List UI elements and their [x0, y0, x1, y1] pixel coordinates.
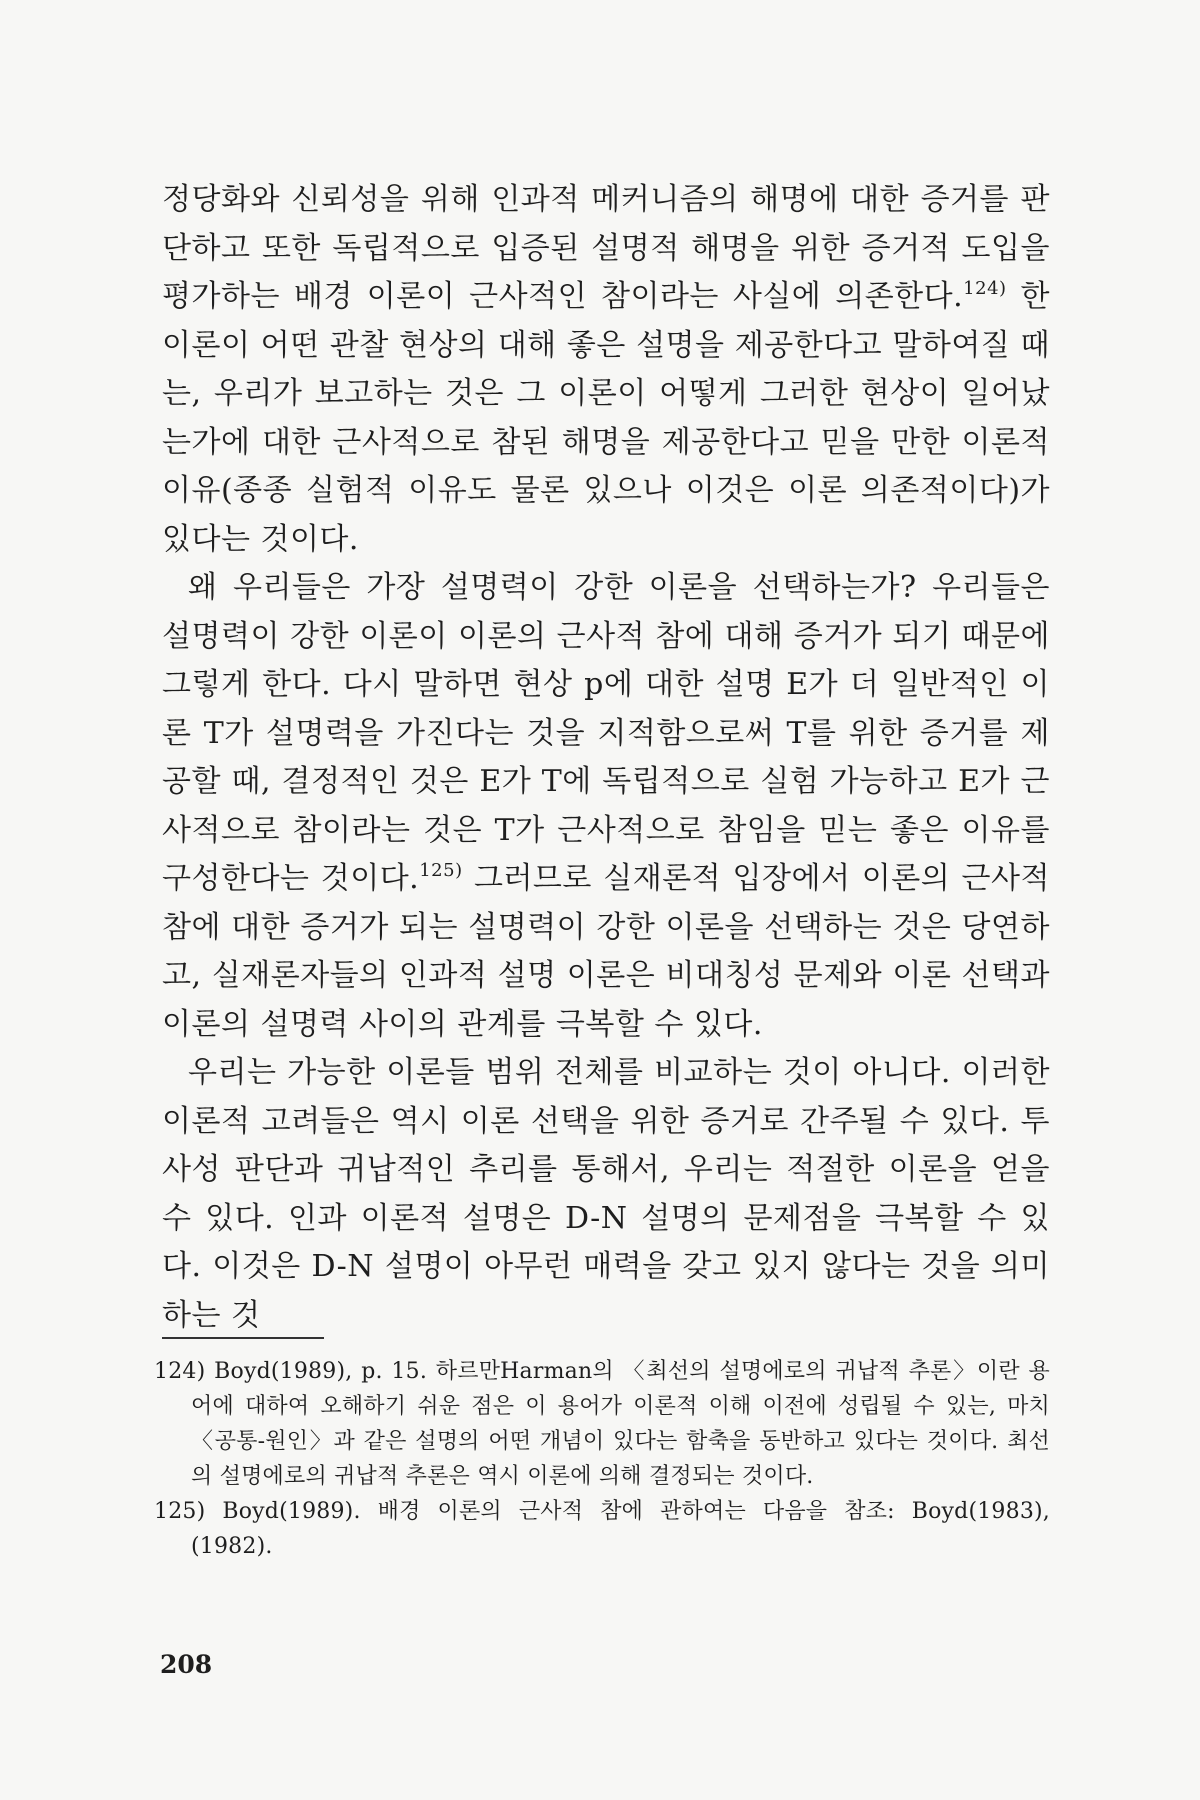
paragraph-3: 우리는 가능한 이론들 범위 전체를 비교하는 것이 아니다. 이러한 이론적 고려들은 역시 이론 선택을 위한 증거로 간주될 수 있다. 투사성 판단과 귀납적인 추리를 통해서, 우리는 적절한 이론을 얻을 수 있다. 인과 이론적 설명은 D-N 설명의 문제점을 극복할 수 있다. 이것은 D-N 설명이 아무런 매력을 갖고 있지 않다는 것을 의미하는 것: [162, 1055, 1050, 1333]
footnote-124: 124) Boyd(1989), p. 15. 하르만Harman의 〈최선의 설명에로의 귀납적 추론〉이란 용어에 대하여 오해하기 쉬운 점은 이 용어가 이론적 이해 이전에 성립될 수 있는, 마치 〈공통-원인〉과 같은 설명의 어떤 개념이 있다는 함축을 동반하고 있다는 것이다. 최선의 설명에로의 귀납적 추론은 역시 이론에 의해 결정되는 것이다.: [154, 1359, 1050, 1489]
paragraph-2-text: 왜 우리들은 가장 설명력이 강한 이론을 선택하는가? 우리들은 설명력이 강한 이론이 이론의 근사적 참에 대해 증거가 되기 때문에 그렇게 한다. 다시 말하면 현상 p에 대한 설명 E가 더 일반적인 이론 T가 설명력을 가진다는 것을 지적함으로써 T를 위한 증거를 제공할 때, 결정적인 것은 E가 T에 독립적으로 실험 가능하고 E가 근사적으로 참이라는 것은 T가 근사적으로 참임을 믿는 좋은 이유를 구성한다는 것이다.: [162, 570, 1050, 896]
footnote-divider: [162, 1337, 324, 1339]
footnote-ref-124: 124): [963, 278, 1007, 299]
main-text: [162, 176, 1050, 1340]
paragraph-2: [162, 564, 1050, 1049]
page-number: 208: [160, 1650, 213, 1679]
footnote-125: 125) Boyd(1989). 배경 이론의 근사적 참에 관하여는 다음을 참조: Boyd(1983), (1982).: [154, 1499, 1050, 1559]
paragraph-1-text: 정당화와 신뢰성을 위해 인과적 메커니즘의 해명에 대한 증거를 판단하고 또한 독립적으로 입증된 설명적 해명을 위한 증거적 도입을 평가하는 배경 이론이 근사적인 참이라는 사실에 의존한다.: [162, 182, 1050, 314]
footnotes: [154, 1354, 1050, 1564]
paragraph-1-continued: 한 이론이 어떤 관찰 현상의 대해 좋은 설명을 제공한다고 말하여질 때는, 우리가 보고하는 것은 그 이론이 어떻게 그러한 현상이 일어났는가에 대한 근사적으로 참된 해명을 제공한다고 믿을 만한 이론적 이유(종종 실험적 이유도 물론 있으나 이것은 이론 의존적이다)가 있다는 것이다.: [162, 279, 1050, 557]
paragraph-1: [162, 176, 1050, 564]
paragraph-2-continued: 그러므로 실재론적 입장에서 이론의 근사적 참에 대한 증거가 되는 설명력이 강한 이론을 선택하는 것은 당연하고, 실재론자들의 인과적 설명 이론은 비대칭성 문제와 이론 선택과 이론의 설명력 사이의 관계를 극복할 수 있다.: [162, 861, 1050, 1042]
footnote-ref-125: 125): [419, 860, 463, 881]
